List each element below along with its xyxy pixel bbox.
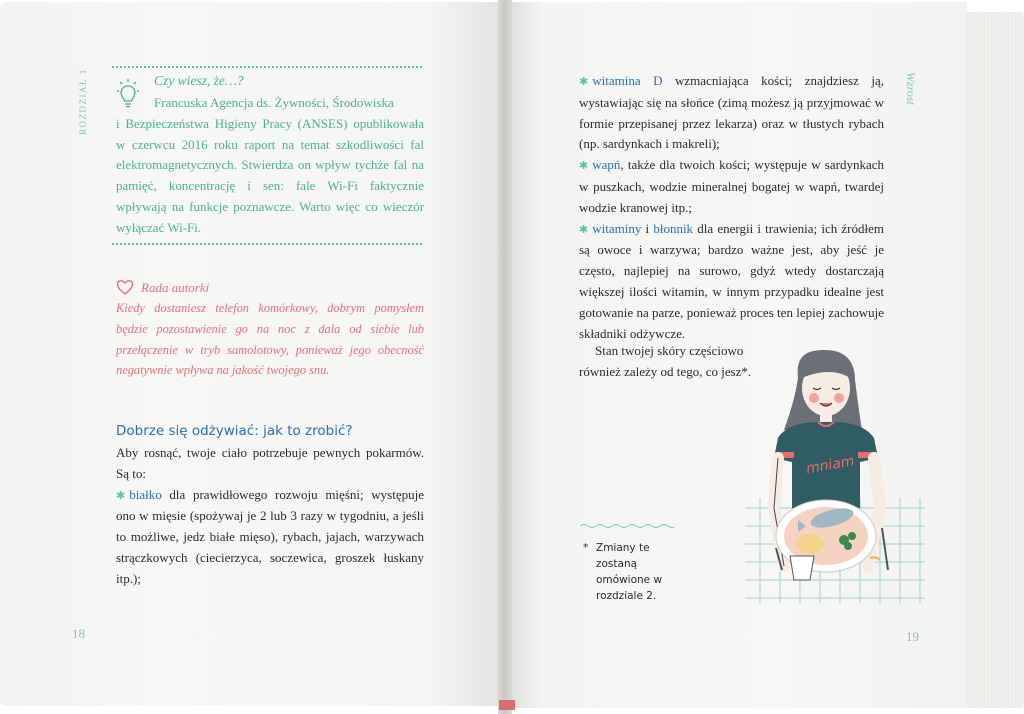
girl-eating-illustration xyxy=(740,348,930,608)
item-calcium-text: , także dla twoich kości; występuje w sardynkach w puszkach, wodzie mineralnej bogatej w wapń, twardej wodzie kranowej itp.; xyxy=(579,157,884,215)
page-number-left: 18 xyxy=(72,626,85,641)
item-vitamin-d-text: wzmacniająca kości; znajdziesz ją, wystawiając się na słońce (zimą możesz ją przyjmować w formie przepisanej przez lekarza) oraz w tłustych rybach (np. sardynkach i makreli); xyxy=(579,73,884,152)
keyword-vitamins: witaminy xyxy=(592,220,642,236)
bullet-star-icon: ✱ xyxy=(579,75,589,88)
heart-icon xyxy=(116,278,134,296)
did-you-know-body: i Bezpieczeństwa Higieny Pracy (ANSES) opublikowała w czerwcu 2016 roku raport na temat szkodliwości fal elektromagnetycznych. Stwierdza on wpływ tychże fal na pamięć, koncentrację i sen: fale Wi-Fi faktycznie wpływają na funkcje poznawcze. Warto więc co wieczór wyłączać Wi-Fi. xyxy=(116,115,424,235)
bullet-star-icon: ✱ xyxy=(579,222,589,236)
book-spine xyxy=(498,0,512,714)
running-head-left: ROZDZIAŁ 1 xyxy=(78,68,88,135)
keyword-vitamin-d: witamina D xyxy=(592,73,663,88)
box-divider-bottom xyxy=(112,243,422,245)
footnote-mark: * xyxy=(583,542,589,554)
section-title: Dobrze się odżywiać: jak to zrobić? xyxy=(116,423,353,439)
skin-line-2: również zależy od tego, co jesz*. xyxy=(579,363,752,379)
wavy-divider xyxy=(580,522,674,530)
item-protein-text: dla prawidłowego rozwoju mięśni; występuje ono w mięsie (spożywaj je 2 lub 3 razy w tygodniu, a jeśli to możliwe, jedz białe mięso), rybach, jajach, warzywach strączkowych (ciecierzyca, soczewica, groszek łuskany itp.); xyxy=(116,486,424,586)
right-body-text xyxy=(579,71,884,344)
bullet-star-icon: ✱ xyxy=(116,488,126,502)
did-you-know-first-line: Francuska Agencja ds. Żywności, Środowiska xyxy=(154,95,394,110)
author-tip-text: Kiedy dostaniesz telefon komórkowy, dobrym pomysłem będzie pozostawienie go na noc z dala od siebie lub przełączenie w tryb samolotowy, ponieważ jego obecność negatywnie wpływa na jakość twojego snu. xyxy=(116,301,424,378)
did-you-know-title: Czy wiesz, że…? xyxy=(154,73,244,88)
keyword-calcium: wapń xyxy=(592,157,621,173)
page-number-right: 19 xyxy=(906,629,919,644)
box-divider-top xyxy=(112,66,422,68)
conjunction-and: i xyxy=(645,220,650,236)
shirt-lettering: mniam xyxy=(804,453,856,478)
keyword-protein: białko xyxy=(129,486,162,502)
footnote-text: Zmiany te zostaną omówione w rozdziale 2. xyxy=(596,542,663,602)
left-body-text xyxy=(116,443,424,590)
skin-line-1: Stan twojej skóry częściowo xyxy=(595,343,744,358)
did-you-know-text xyxy=(116,93,424,239)
spine-bookmark xyxy=(499,700,515,710)
author-tip-title: Rada autorki xyxy=(141,280,210,295)
item-fiber-text: dla energii i trawienia; ich źródłem są owoce i warzywa; bardzo ważne jest, aby jeść je często, najlepiej na surowo, gdyż wtedy dostarczają większej ilości witamin, w innym przypadku idealne jest gotowanie na parze, ponieważ proces ten lepiej zachowuje składniki odżywcze. xyxy=(579,220,884,341)
bullet-star-icon: ✱ xyxy=(579,159,589,173)
page-edges xyxy=(967,12,1024,708)
intro-text: Aby rosnąć, twoje ciało potrzebuje pewnych pokarmów. Są to: xyxy=(116,445,424,481)
running-head-right: Wzrost xyxy=(904,72,918,105)
keyword-fiber: błonnik xyxy=(653,220,694,236)
footnote xyxy=(583,540,693,604)
